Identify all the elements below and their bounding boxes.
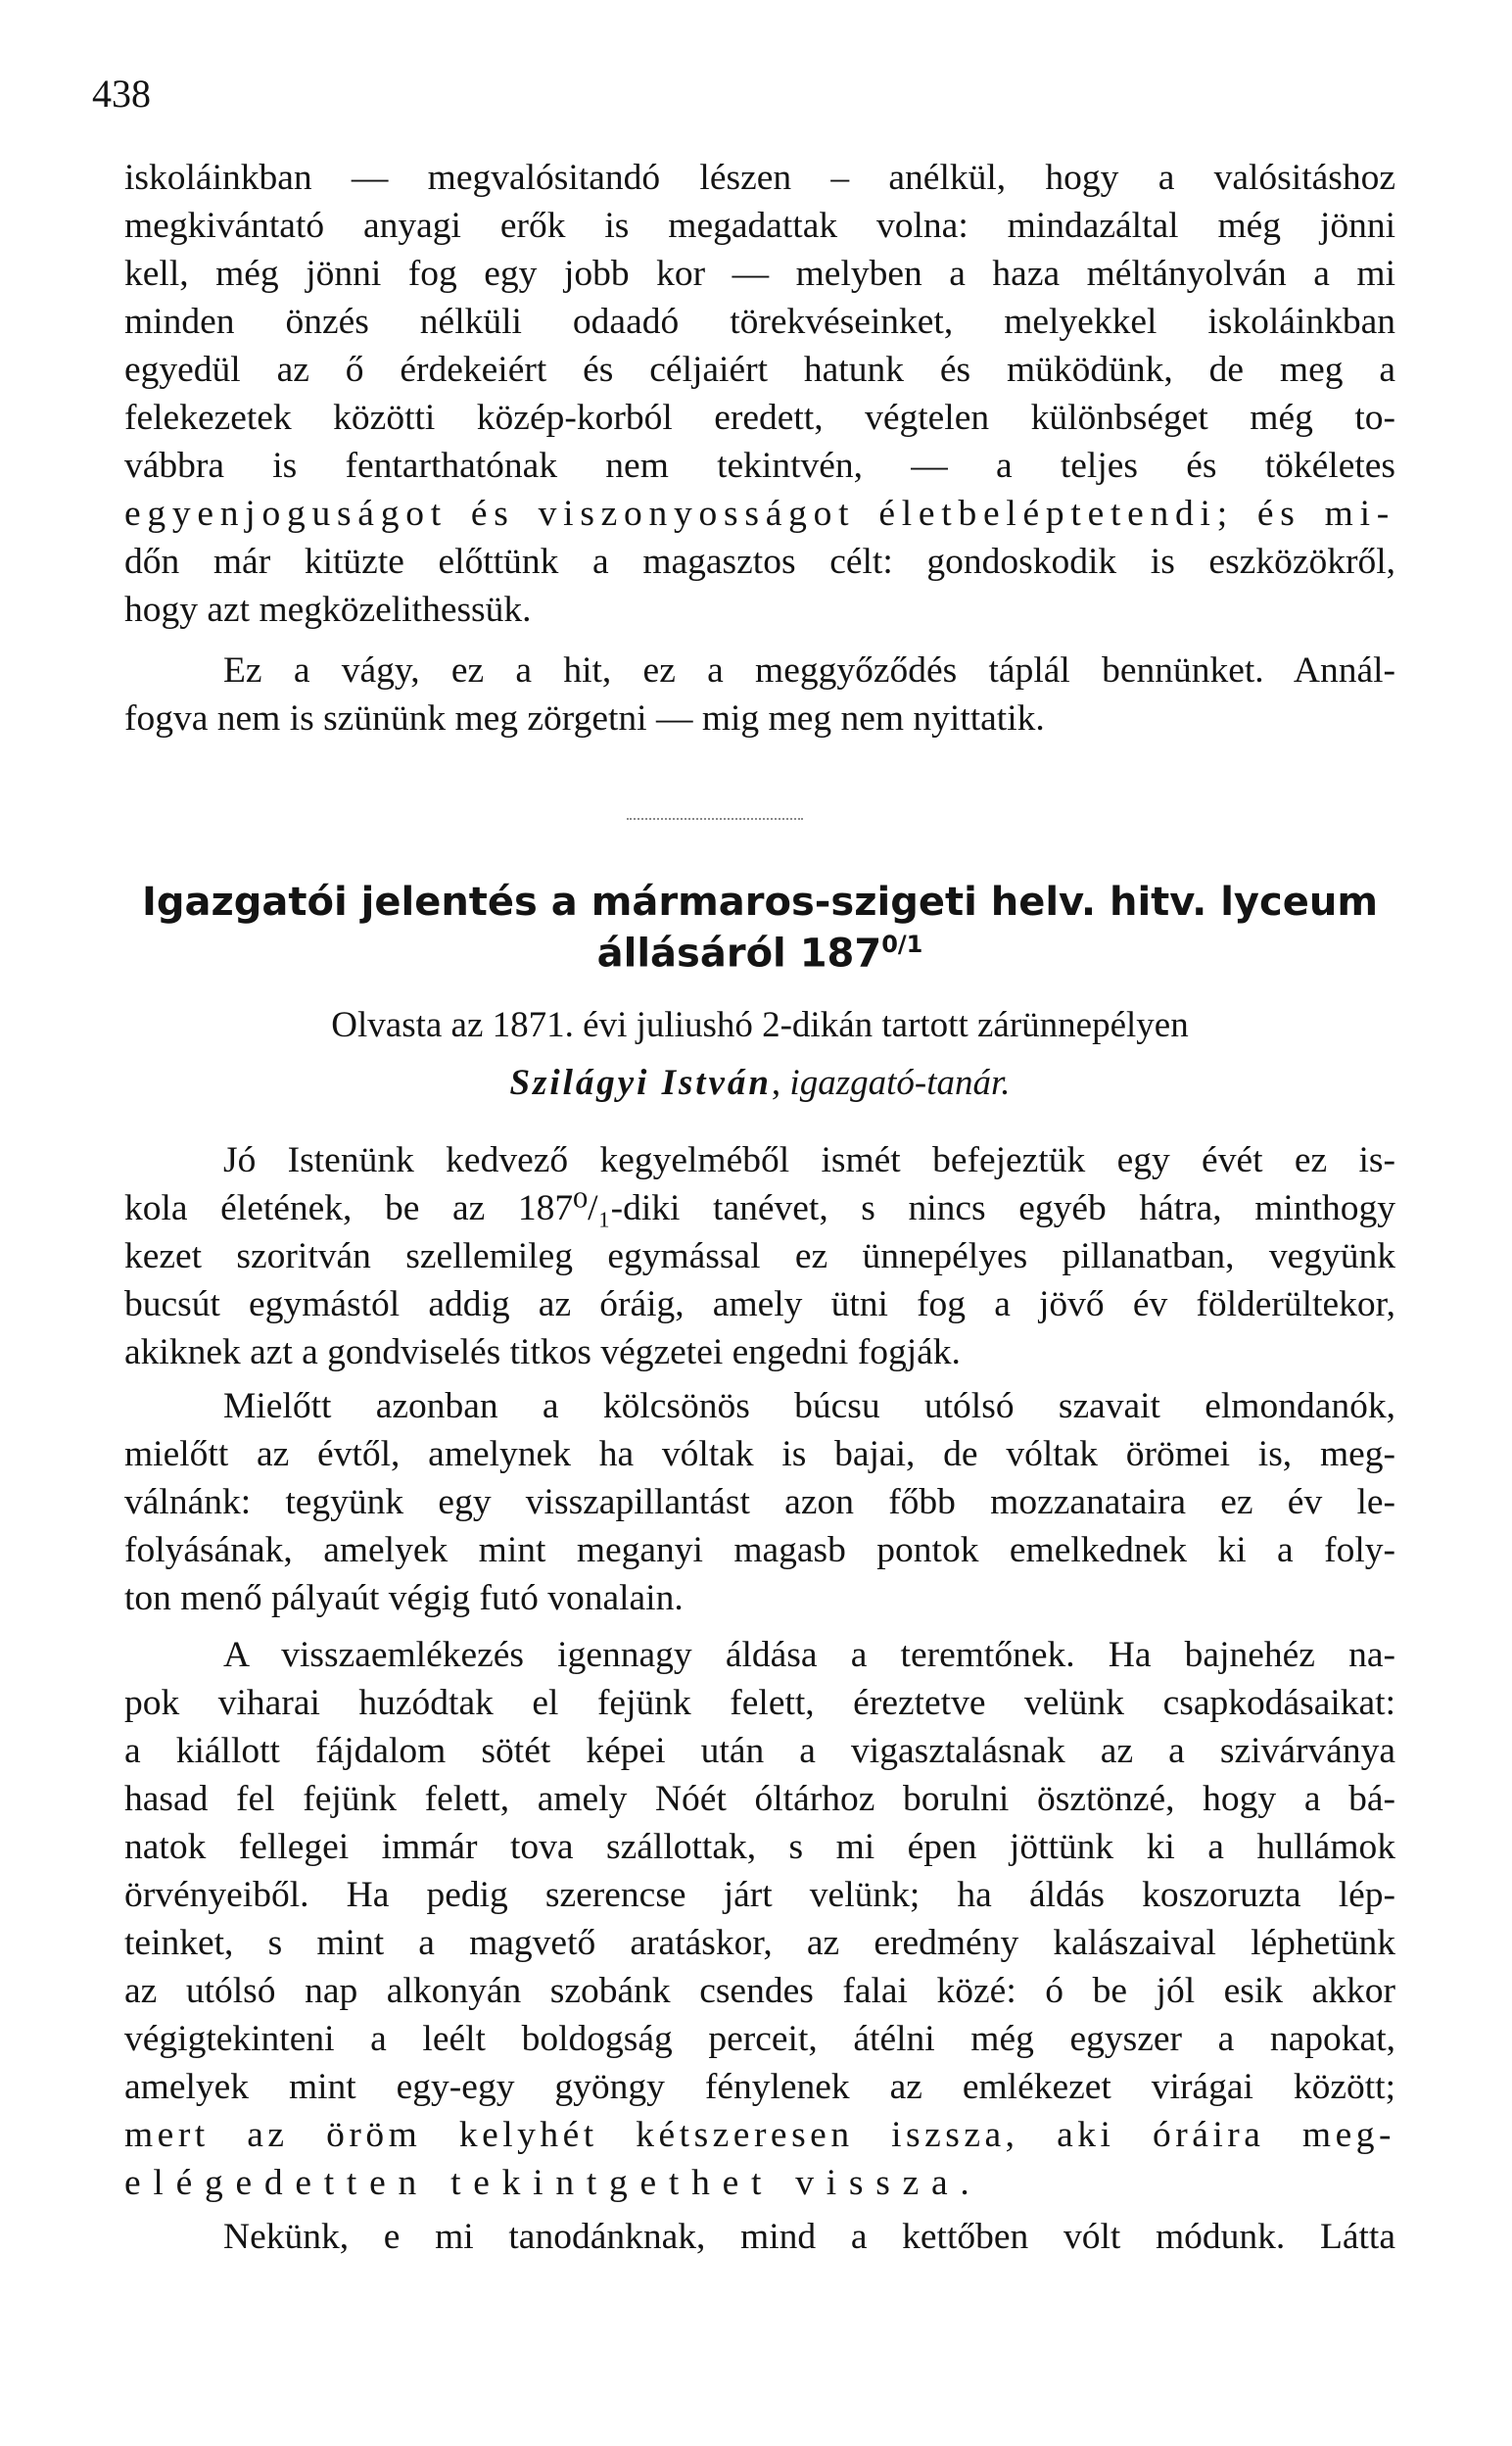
page-number: 438 <box>92 72 151 116</box>
section-heading-line2 <box>124 931 1395 976</box>
text-line: kell, még jönni fog egy jobb kor — melyben a haza méltányolván a mi <box>124 254 1395 294</box>
text-line: folyásának, amelyek mint meganyi magasb pontok emelkednek ki a foly- <box>124 1530 1395 1570</box>
text-line: elégedetten tekintgethet vissza. <box>124 2163 982 2203</box>
text-line: egyenjoguságot és viszonyosságot életbeléptetendi; és mi- <box>124 494 1395 534</box>
text-line: Ez a vágy, ez a hit, ez a meggyőződés táplál bennünket. Annál- <box>223 650 1395 691</box>
text-line: felekezetek közötti közép-korból eredett, végtelen különbséget még to- <box>124 398 1395 438</box>
text-line: mielőtt az évtől, amelynek ha vóltak is bajai, de vóltak örömei is, meg- <box>124 1434 1395 1474</box>
author-name: Szilágyi István <box>509 1063 772 1103</box>
text-line: fogva nem is szününk meg zörgetni — mig meg nem nyittatik. <box>124 698 1045 739</box>
text-line: örvényeiből. Ha pedig szerencse járt velünk; ha áldás koszoruzta lép- <box>124 1875 1395 1915</box>
text-line: ton menő pályaút végig futó vonalain. <box>124 1578 684 1618</box>
text-line: iskoláinkban — megvalósitandó lészen – anélkül, hogy a valósitáshoz <box>124 158 1395 198</box>
text-line: hasad fel fejünk felett, amely Nóét óltárhoz borulni ösztönzé, hogy a bá- <box>124 1779 1395 1819</box>
text-line: vábbra is fentarthatónak nem tekintvén, — a teljes és tökéletes <box>124 446 1395 486</box>
text-line: A visszaemlékezés igennagy áldása a teremtőnek. Ha bajnehéz na- <box>223 1635 1395 1675</box>
text-line: hogy azt megközelithessük. <box>124 590 532 630</box>
author-line: Szilágyi István, igazgató-tanár. <box>509 1063 1011 1103</box>
text-line: pok viharai huzódtak el fejünk felett, éreztetve velünk csapkodásaikat: <box>124 1683 1395 1723</box>
section-divider <box>627 818 803 820</box>
text-line: mert az öröm kelyhét kétszeresen iszsza, aki óráira meg- <box>124 2115 1395 2155</box>
heading-year: állásáról 187 <box>596 931 882 977</box>
text-line: végigtekinteni a leélt boldogság perceit, átélni még egyszer a napokat, <box>124 2019 1395 2059</box>
text-line: Nekünk, e mi tanodánknak, mind a kettőben vólt módunk. Látta <box>223 2217 1395 2257</box>
text-line: kola életének, be az 187⁰/₁-diki tanévet, s nincs egyéb hátra, minthogy <box>124 1188 1395 1228</box>
heading-fraction: 0/1 <box>881 931 923 958</box>
subtitle: Olvasta az 1871. évi juliushó 2-dikán tartott zárünnepélyen <box>331 1005 1189 1045</box>
text-line: teinket, s mint a magvető aratáskor, az eredmény kalászaival léphetünk <box>124 1923 1395 1963</box>
text-line: natok fellegei immár tova szállottak, s mi épen jöttünk ki a hullámok <box>124 1827 1395 1867</box>
text-line: bucsút egymástól addig az óráig, amely ütni fog a jövő év földerültekor, <box>124 1284 1395 1324</box>
text-line: megkivántató anyagi erők is megadattak volna: mindazáltal még jönni <box>124 206 1395 246</box>
text-line: az utólsó nap alkonyán szobánk csendes falai közé: ó be jól esik akkor <box>124 1971 1395 2011</box>
text-line: Jó Istenünk kedvező kegyelméből ismét befejeztük egy évét ez is- <box>223 1140 1395 1180</box>
section-heading: Igazgatói jelentés a mármaros-szigeti helv. hitv. lyceum <box>142 880 1378 925</box>
text-line: minden önzés nélküli odaadó törekvéseinket, melyekkel iskoláinkban <box>124 302 1395 342</box>
text-line: amelyek mint egy-egy gyöngy fénylenek az emlékezet virágai között; <box>124 2067 1395 2107</box>
text-line: dőn már kitüzte előttünk a magasztos célt: gondoskodik is eszközökről, <box>124 542 1395 582</box>
text-line: Mielőtt azonban a kölcsönös búcsu utólsó szavait elmondanók, <box>223 1386 1395 1426</box>
text-line: akiknek azt a gondviselés titkos végzetei engedni fogják. <box>124 1332 961 1372</box>
text-line: a kiállott fájdalom sötét képei után a vigasztalásnak az a szivárványa <box>124 1731 1395 1771</box>
text-line: kezet szoritván szellemileg egymással ez ünnepélyes pillanatban, vegyünk <box>124 1236 1395 1276</box>
text-line: válnánk: tegyünk egy visszapillantást azon főbb mozzanataira ez év le- <box>124 1482 1395 1522</box>
author-role: igazgató-tanár. <box>789 1063 1011 1103</box>
text-line: egyedül az ő érdekeiért és céljaiért hatunk és müködünk, de meg a <box>124 350 1395 390</box>
